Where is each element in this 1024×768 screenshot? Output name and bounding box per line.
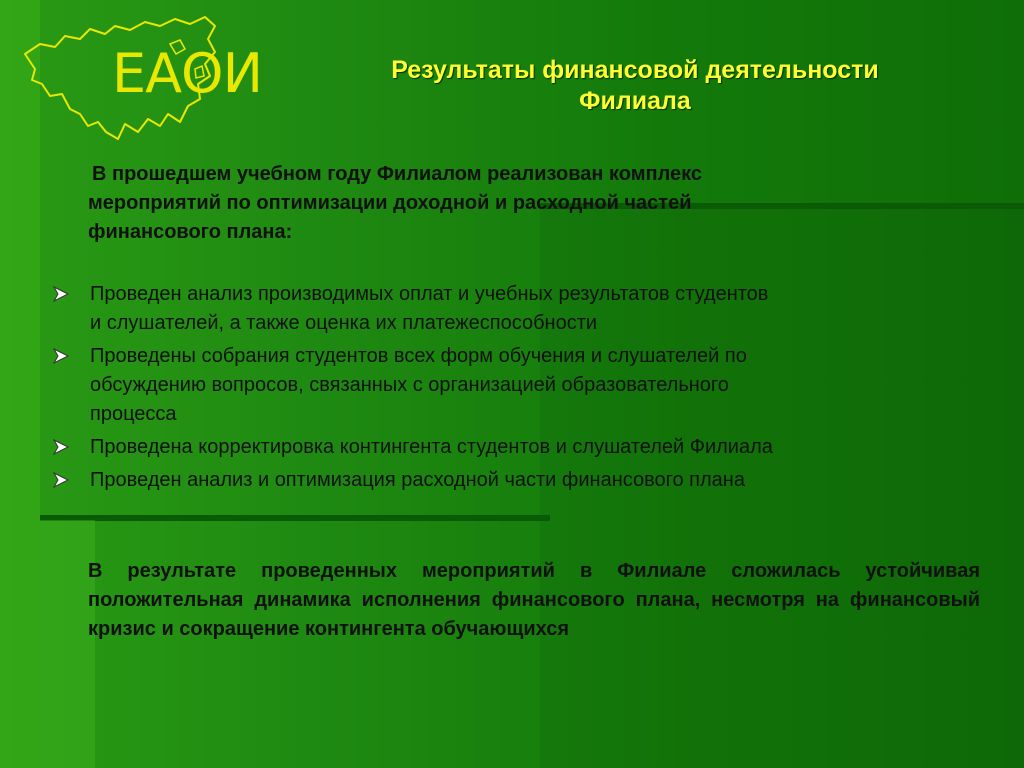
bullet-list xyxy=(52,280,982,499)
list-item-line: Проведены собрания студентов всех форм обучения и слушателей по xyxy=(90,345,747,367)
arrow-bullet-icon xyxy=(52,438,70,456)
list-item-line: и слушателей, а также оценка их платежеспособности xyxy=(90,312,598,334)
page-title-line-2: Филиала xyxy=(579,87,691,115)
list-item xyxy=(52,280,982,338)
logo-text: ЕАОИ xyxy=(112,42,262,105)
list-item-line: процесса xyxy=(90,403,177,425)
arrow-bullet-icon xyxy=(52,285,70,303)
intro-line-3: финансового плана: xyxy=(88,221,293,243)
logo xyxy=(20,14,262,144)
list-item xyxy=(52,466,982,495)
page-title xyxy=(300,55,970,117)
list-item-line: Проведена корректировка контингента студентов и слушателей Филиала xyxy=(90,436,773,458)
list-item-line: Проведен анализ производимых оплат и учебных результатов студентов xyxy=(90,283,769,305)
intro-line-1: В прошедшем учебном году Филиалом реализован комплекс xyxy=(92,163,703,185)
intro-line-2: мероприятий по оптимизации доходной и расходной частей xyxy=(88,192,692,214)
list-item-line: обсуждению вопросов, связанных с организацией образовательного xyxy=(90,374,729,396)
page-title-line-1: Результаты финансовой деятельности xyxy=(391,56,879,84)
list-item xyxy=(52,433,982,462)
decor-line-bottom xyxy=(40,515,550,521)
list-item-line: Проведен анализ и оптимизация расходной части финансового плана xyxy=(90,469,745,491)
list-item xyxy=(52,342,982,429)
arrow-bullet-icon xyxy=(52,471,70,489)
intro-paragraph xyxy=(88,160,888,247)
arrow-bullet-icon xyxy=(52,347,70,365)
decor-block-bottom-left xyxy=(40,520,95,768)
conclusion-paragraph: В результате проведенных мероприятий в Филиале сложилась устойчивая положительная динамика исполнения финансового плана, несмотря на финансовый кризис и сокращение контингента обучающихся xyxy=(88,560,980,640)
